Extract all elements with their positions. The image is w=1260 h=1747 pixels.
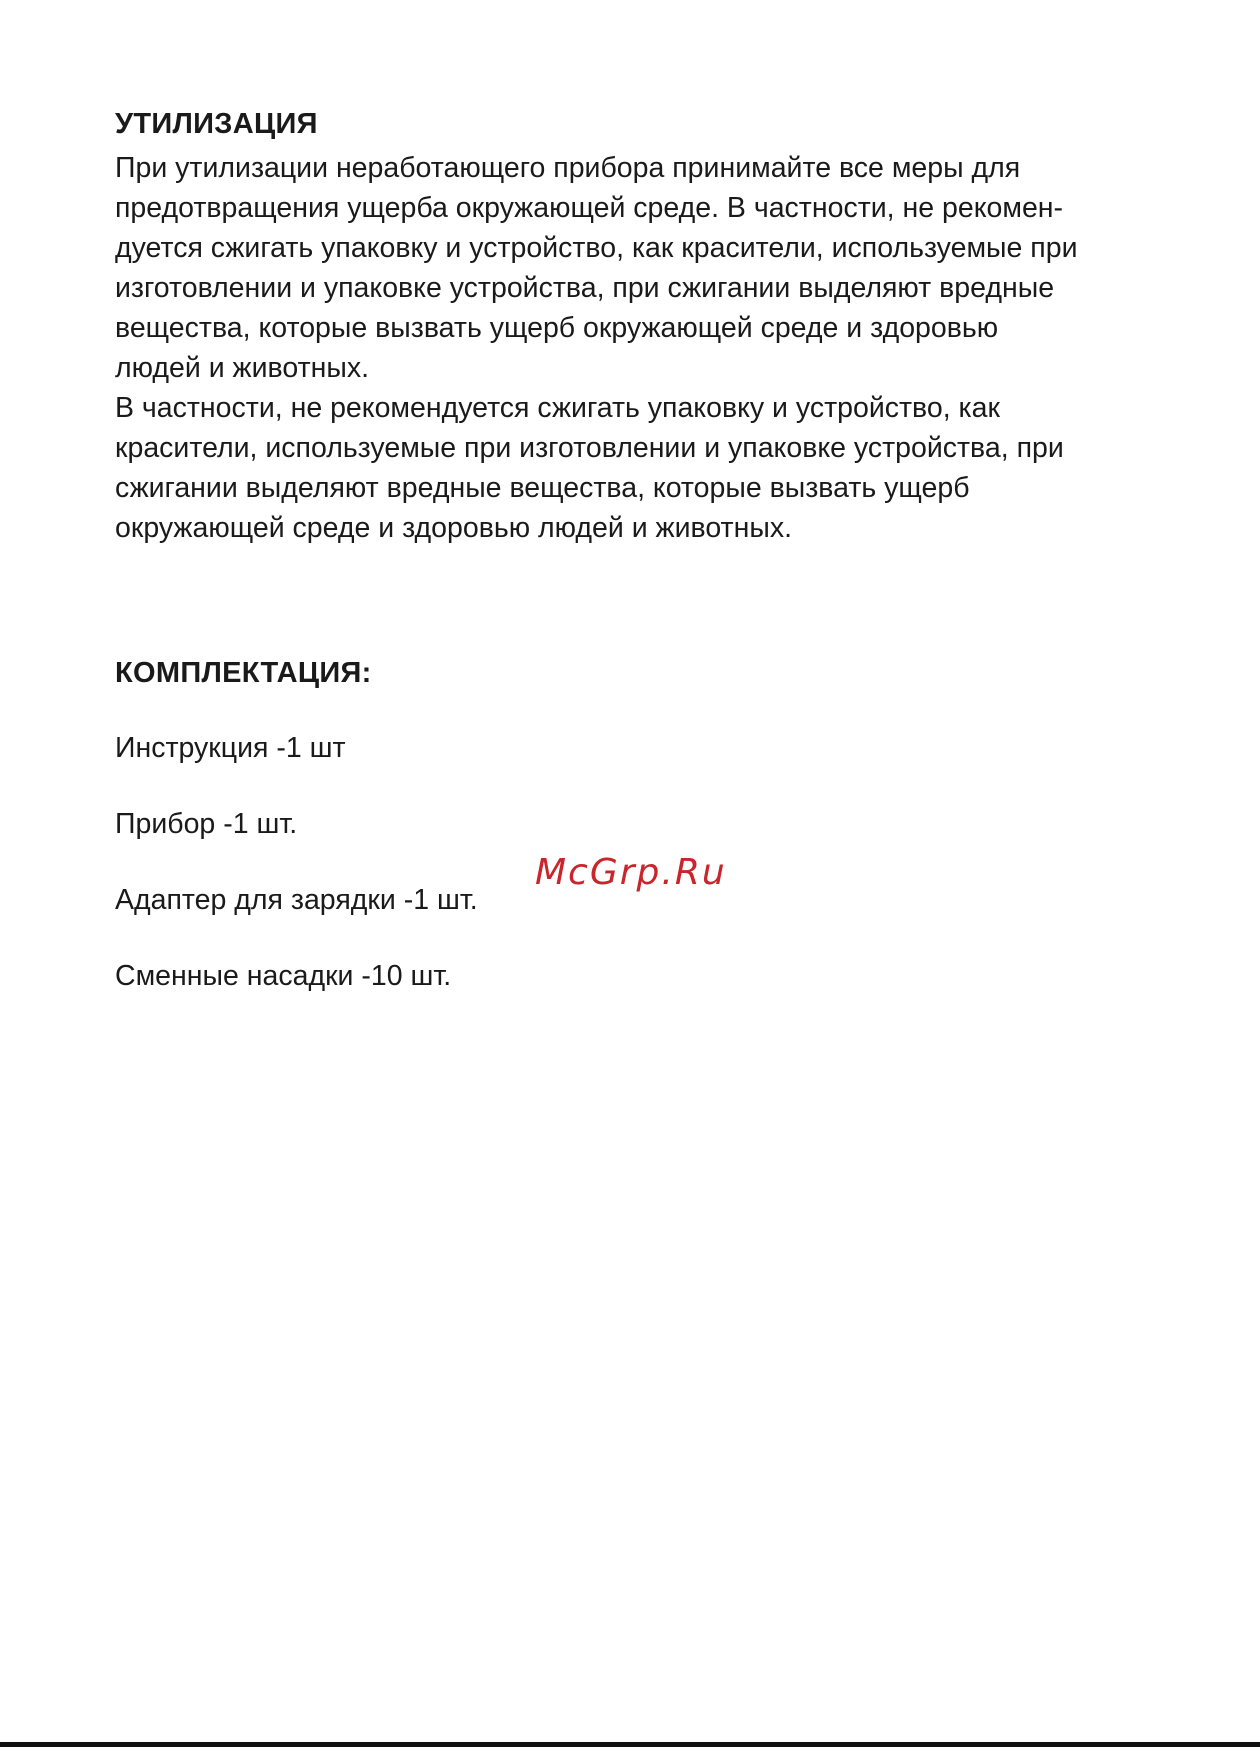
- disposal-line: При утилизации неработающего прибора принимайте все меры для: [115, 152, 1021, 184]
- disposal-line: окружающей среде и здоровью людей и животных.: [115, 512, 793, 544]
- contents-item: Прибор -1 шт.: [115, 808, 298, 840]
- contents-item: Адаптер для зарядки -1 шт.: [115, 884, 478, 916]
- disposal-line: сжигании выделяют вредные вещества, которые вызвать ущерб: [115, 472, 970, 504]
- watermark: McGrp.Ru: [535, 852, 727, 893]
- contents-item: Инструкция -1 шт: [115, 732, 346, 764]
- disposal-line: вещества, которые вызвать ущерб окружающей среде и здоровью: [115, 312, 999, 344]
- disposal-line: дуется сжигать упаковку и устройство, как красители, используемые при: [115, 232, 1078, 264]
- contents-list: [115, 728, 478, 1032]
- disposal-line: В частности, не рекомендуется сжигать упаковку и устройство, как: [115, 392, 1000, 424]
- disposal-line: красители, используемые при изготовлении и упаковке устройства, при: [115, 432, 1064, 464]
- disposal-heading: УТИЛИЗАЦИЯ: [115, 108, 318, 140]
- disposal-line: изготовлении и упаковке устройства, при сжигании выделяют вредные: [115, 272, 1055, 304]
- contents-item: Сменные насадки -10 шт.: [115, 960, 452, 992]
- contents-heading: КОМПЛЕКТАЦИЯ:: [115, 657, 372, 689]
- disposal-paragraph: [115, 148, 1165, 548]
- disposal-line: людей и животных.: [115, 352, 370, 384]
- bottom-divider: [0, 1742, 1260, 1747]
- disposal-line: предотвращения ущерба окружающей среде. В частности, не рекомен-: [115, 192, 1064, 224]
